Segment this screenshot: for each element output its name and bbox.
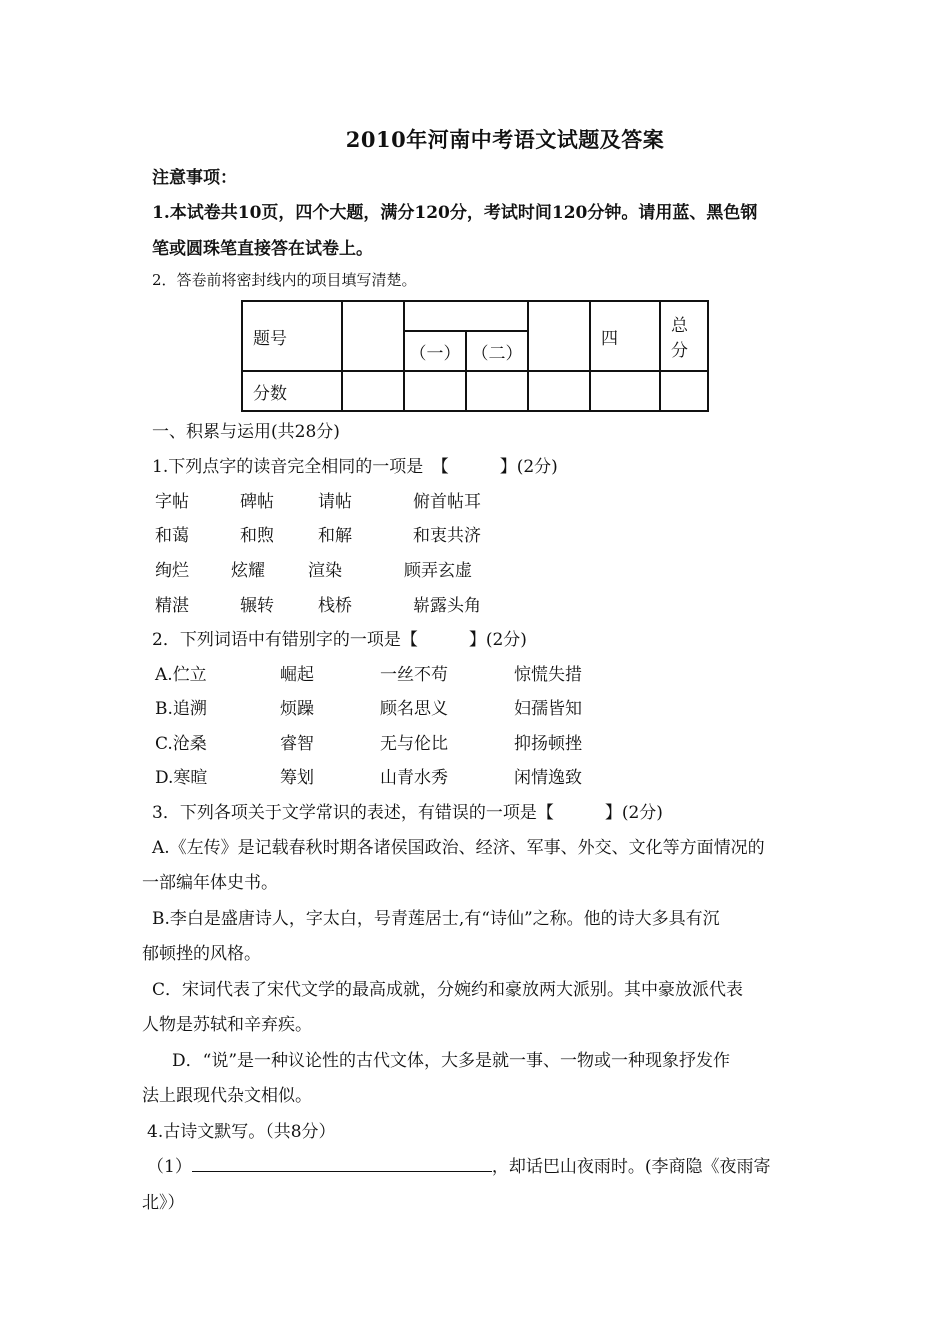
section-1-heading: 一、积累与运用(共28分) [152,422,340,442]
q1-option: 栈桥 [318,596,352,616]
score-table-label-question: 题号 [242,301,342,371]
q1-option: 精湛 [155,596,189,616]
q4-part-1-suffix: ，却话巴山夜雨时。(李商隐《夜雨寄 [491,1157,771,1177]
q2-option: 抑扬顿挫 [514,734,582,754]
q1-option: 请帖 [318,492,352,512]
notice-item-1-line-1: 1.本试卷共10页，四个大题，满分120分，考试时间120分钟。请用蓝、黑色钢 [152,203,758,223]
q2-option: 无与伦比 [380,734,448,754]
q2-option: 山青水秀 [380,768,448,788]
q3-option-b: B.李白是盛唐诗人，字太白，号青莲居士,有“诗仙”之称。他的诗大多具有沉 [152,909,720,929]
page-title: 2010年河南中考语文试题及答案 [345,127,665,152]
q1-option: 和煦 [240,526,274,546]
q2-option: C.沧桑 [155,734,207,754]
q1-option: 辗转 [240,596,274,616]
q2-option: 崛起 [280,665,314,685]
score-table-score-cell[interactable] [404,371,466,411]
q1-option: 顾弄玄虚 [404,561,472,581]
q1-option: 和衷共济 [413,526,481,546]
q3-option-b-cont: 郁顿挫的风格。 [142,944,261,964]
q3-option-c: C．宋词代表了宋代文学的最高成就，分婉约和豪放两大派别。其中豪放派代表 [152,980,744,1000]
q1-option: 渲染 [308,561,342,581]
q2-option: 惊慌失措 [514,665,582,685]
q1-option: 绚烂 [155,561,189,581]
score-table-score-cell[interactable] [528,371,590,411]
q2-option: D.寒暄 [155,768,208,788]
q1-option: 和解 [318,526,352,546]
score-table-score-cell[interactable] [660,371,708,411]
score-table-score-cell[interactable] [590,371,660,411]
q3-option-a: A.《左传》是记载春秋时期各诸侯国政治、经济、军事、外交、文化等方面情况的 [152,838,765,858]
score-table-label-four: 四 [590,301,660,371]
score-table-cell-q3 [528,301,590,371]
q3-option-c-cont: 人物是苏轼和辛弃疾。 [142,1015,312,1035]
q3-stem: 3．下列各项关于文学常识的表述，有错误的一项是【 】(2分) [152,803,663,823]
q2-stem: 2．下列词语中有错别字的一项是【 】(2分) [152,630,527,650]
score-table-score-cell[interactable] [342,371,404,411]
q4-part-1-answer-blank[interactable] [192,1155,492,1172]
q2-option: 烦躁 [280,699,314,719]
q2-option: 睿智 [280,734,314,754]
score-table [241,300,709,412]
q2-option: 闲情逸致 [514,768,582,788]
q4-stem: 4.古诗文默写。（共8分） [147,1122,336,1142]
q3-option-d: D．“说”是一种议论性的古代文体，大多是就一事、一物或一种现象抒发作 [172,1051,731,1071]
score-table-cell-q1 [342,301,404,371]
score-table-label-score: 分数 [242,371,342,411]
q2-option: 一丝不苟 [380,665,448,685]
q1-option: 俯首帖耳 [413,492,481,512]
notice-heading: 注意事项： [152,168,237,188]
score-table-sub-2: （二） [466,331,528,371]
q4-part-1 [147,1152,770,1177]
score-table-sub-1: （一） [404,331,466,371]
q2-option: 顾名思义 [380,699,448,719]
q2-option: A.伫立 [155,665,207,685]
q1-option: 碑帖 [240,492,274,512]
q2-option: 妇孺皆知 [514,699,582,719]
q1-option: 字帖 [155,492,189,512]
q4-part-1-prefix: （1） [147,1157,192,1177]
q4-part-1-cont: 北》） [142,1193,185,1213]
q2-option: 筹划 [280,768,314,788]
q3-option-d-cont: 法上跟现代杂文相似。 [142,1086,312,1106]
notice-item-1-line-2: 笔或圆珠笔直接答在试卷上。 [152,239,373,259]
q1-option: 炫耀 [231,561,265,581]
score-table-label-total: 总 分 [660,301,708,371]
q1-option: 和蔼 [155,526,189,546]
notice-item-2: 2．答卷前将密封线内的项目填写清楚。 [152,271,417,289]
q1-stem: 1.下列点字的读音完全相同的一项是 【 】(2分) [152,457,558,477]
q1-option: 崭露头角 [413,596,481,616]
q2-option: B.追溯 [155,699,207,719]
score-table-cell-q2-header [404,301,528,331]
q3-option-a-cont: 一部编年体史书。 [142,873,278,893]
score-table-score-cell[interactable] [466,371,528,411]
